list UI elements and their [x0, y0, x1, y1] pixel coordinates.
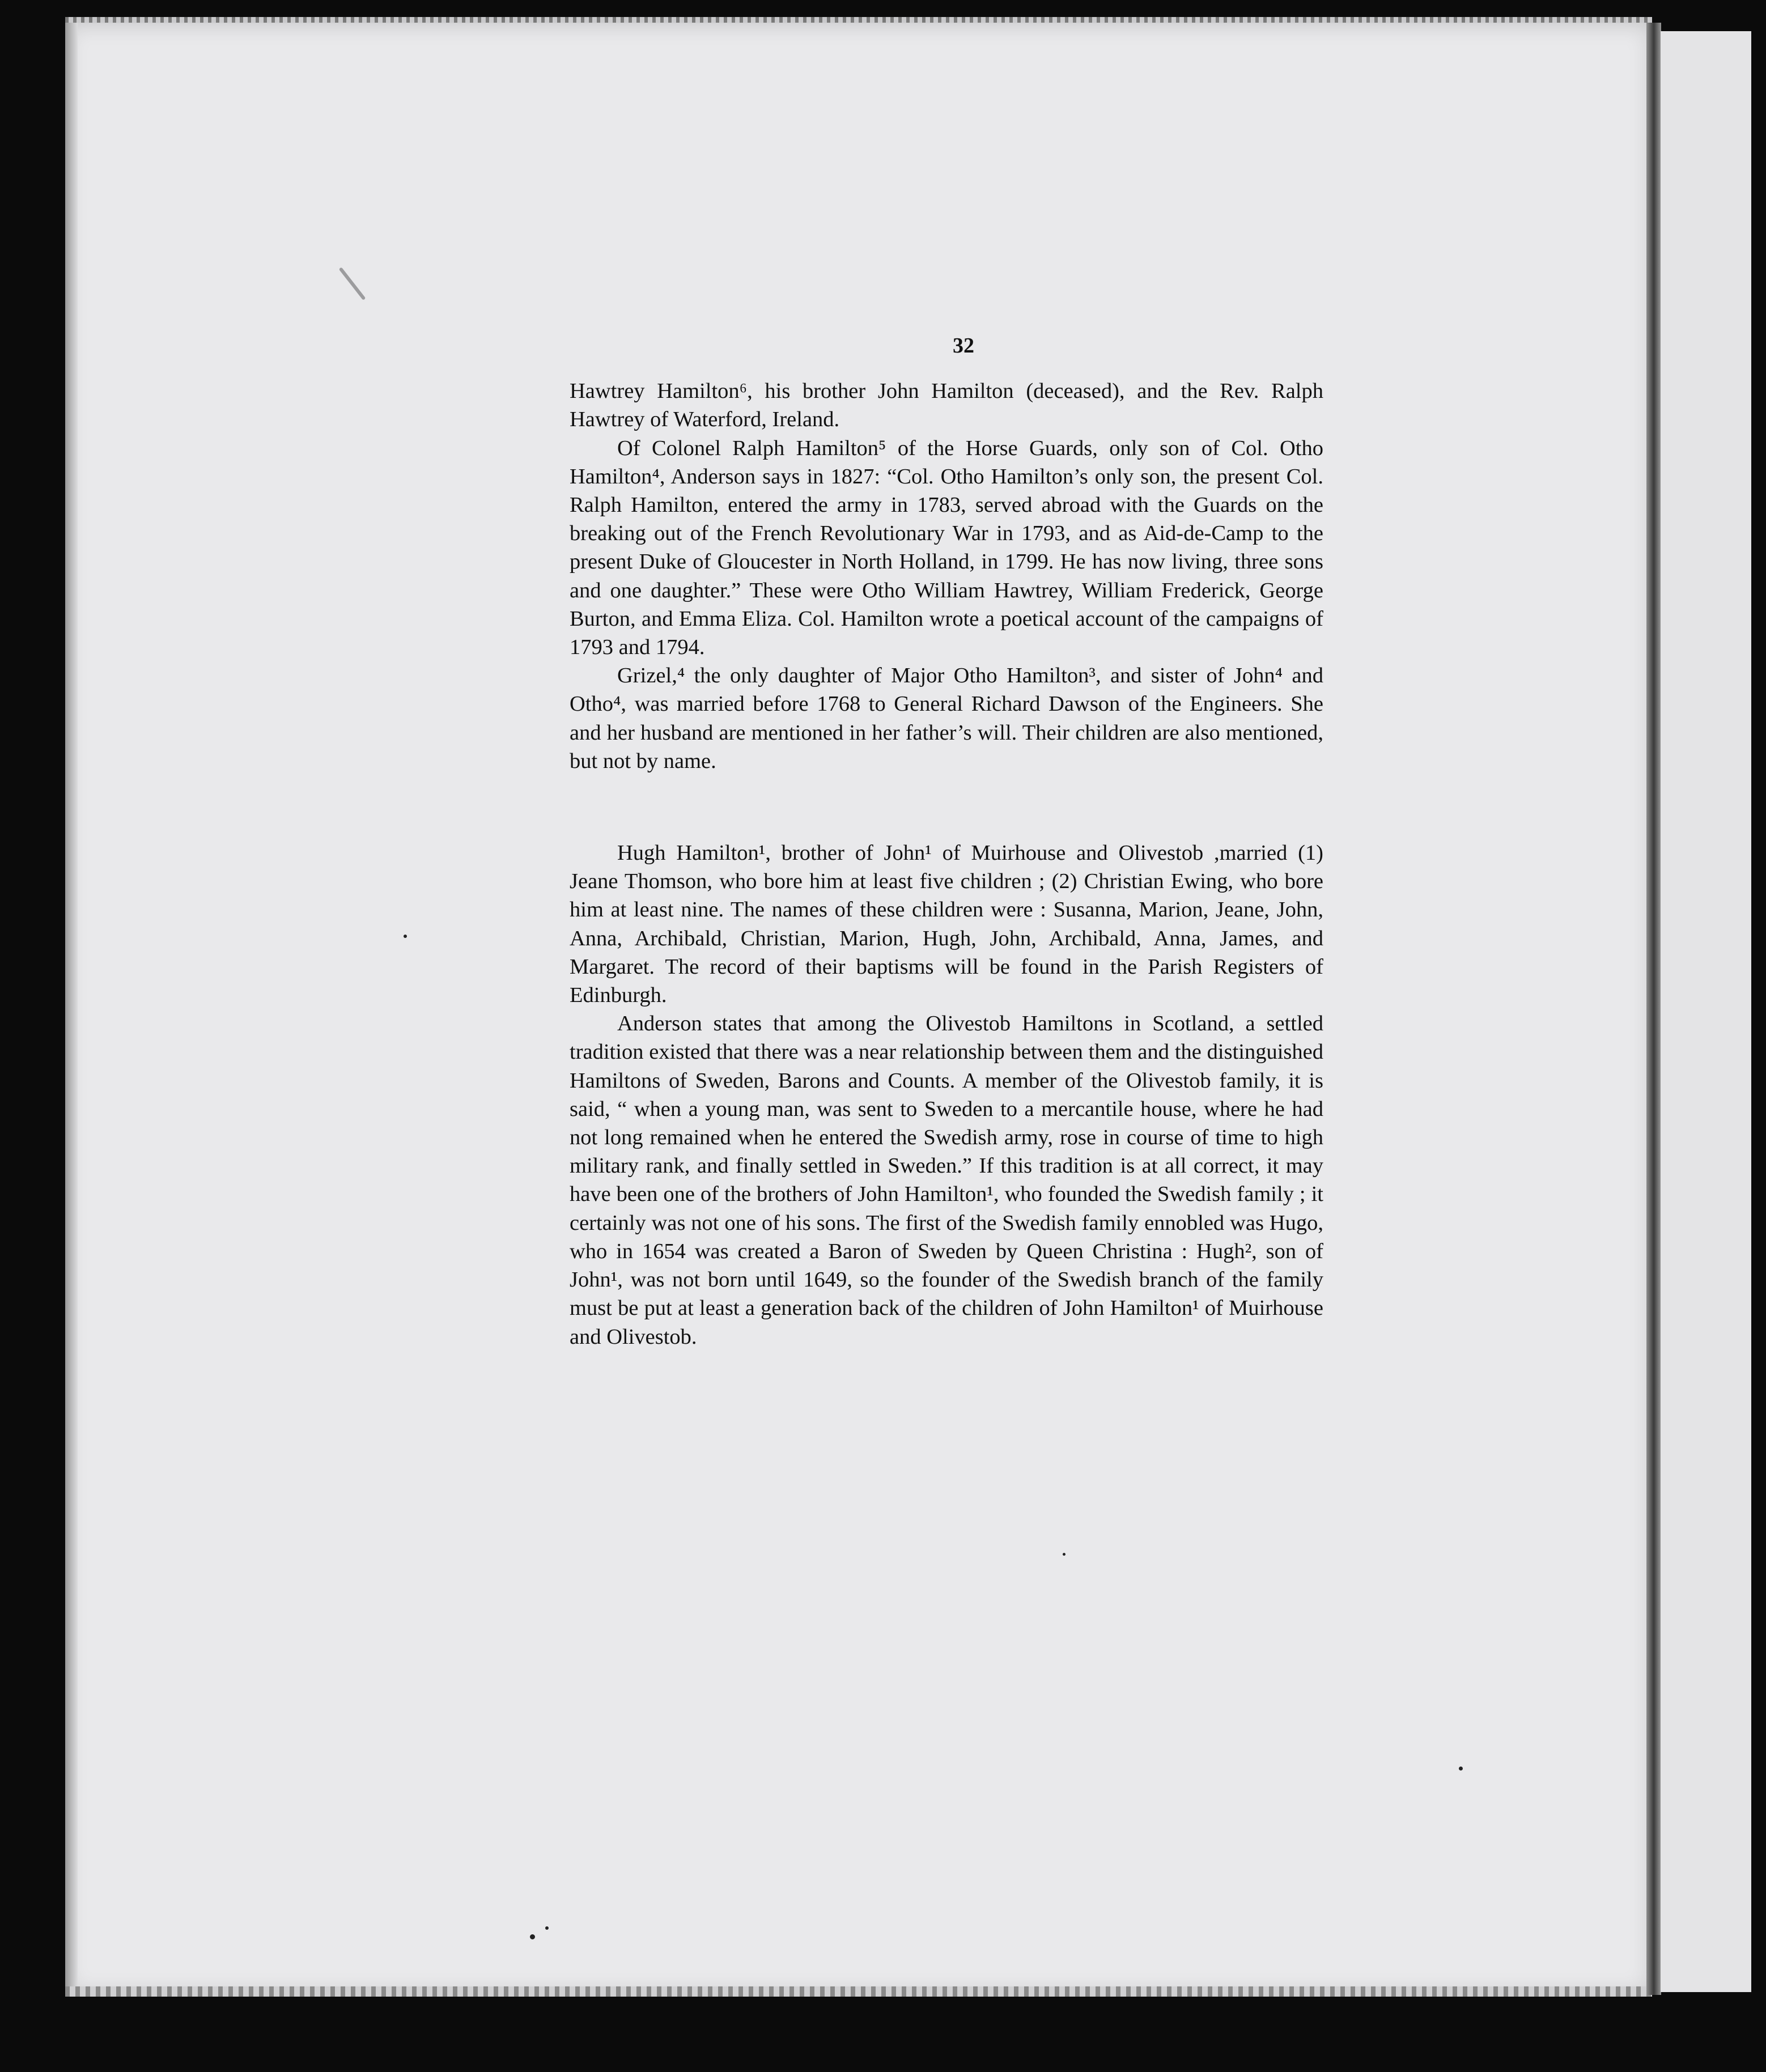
section-gap	[570, 775, 1323, 839]
page-left-edge	[65, 23, 78, 1995]
book-spine	[1646, 23, 1661, 1995]
scan-speck	[530, 1934, 535, 1939]
page-text	[570, 332, 1323, 1351]
paragraph-grizel: Grizel,⁴ the only daughter of Major Otho Hamilton³, and sister of John⁴ and Otho⁴, was married before 1768 to General Richard Dawson of the Engineers. She and her husband are mentioned in her father’s will. Their children are also mentioned, but not by name.	[570, 664, 1323, 773]
page-number: 32	[953, 334, 974, 358]
scan-speck	[404, 935, 407, 938]
page-bottom-edge	[65, 1986, 1652, 1997]
paragraph-swedish-tradition: Anderson states that among the Olivestob Hamiltons in Scotland, a settled tradition existed that there was a near relationship between them and the distinguished Hamiltons of Sweden, Barons and Counts. A member of the Olivestob family, it is said, “ when a young man, was sent to Sweden to a mercantile house, where he had not long remained when he entered the Swedish army, rose in course of time to high military rank, and finally settled in Sweden.” If this tradition is at all correct, it may have been one of the brothers of John Hamilton¹, who founded the Swedish family ; it certainly was not one of his sons. The first of the Swedish family ennobled was Hugo, who in 1654 was created a Baron of Sweden by Queen Christina : Hugh², son of John¹, was not born until 1649, so the founder of the Swedish branch of the family must be put at least a generation back of the children of John Hamilton¹ of Muirhouse and Olivestob.	[570, 1012, 1323, 1349]
scan-speck	[545, 1926, 549, 1930]
paragraph-hawtrey-continuation: Hawtrey Hamilton⁶, his brother John Hamilton (deceased), and the Rev. Ralph Hawtrey of Waterford, Ireland.	[570, 379, 1323, 432]
scan-speck	[1459, 1767, 1463, 1770]
adjacent-page-edge	[1661, 31, 1751, 1992]
paragraph-colonel-ralph-hamilton: Of Colonel Ralph Hamilton⁵ of the Horse Guards, only son of Col. Otho Hamilton⁴, Anderson says in 1827: “Col. Otho Hamilton’s only son, the present Col. Ralph Hamilton, entered the army in 1783, served abroad with the Guards on the breaking out of the French Revolutionary War in 1793, and as Aid-de-Camp to the present Duke of Gloucester in North Holland, in 1799. He has now living, three sons and one daughter.” These were Otho William Hawtrey, William Frederick, George Burton, and Emma Eliza. Col. Hamilton wrote a poetical account of the campaigns of 1793 and 1794.	[570, 436, 1323, 660]
paragraph-hugh-hamilton: Hugh Hamilton¹, brother of John¹ of Muirhouse and Olivestob ,married (1) Jeane Thomson, who bore him at least five children ; (2) Christian Ewing, who bore him at least nine. The names of these children were : Susanna, Marion, Jeane, John, Anna, Archibald, Christian, Marion, Hugh, John, Archibald, Anna, James, and Margaret. The record of their baptisms will be found in the Parish Registers of Edinburgh.	[570, 841, 1323, 1008]
scan-speck	[1063, 1553, 1065, 1556]
